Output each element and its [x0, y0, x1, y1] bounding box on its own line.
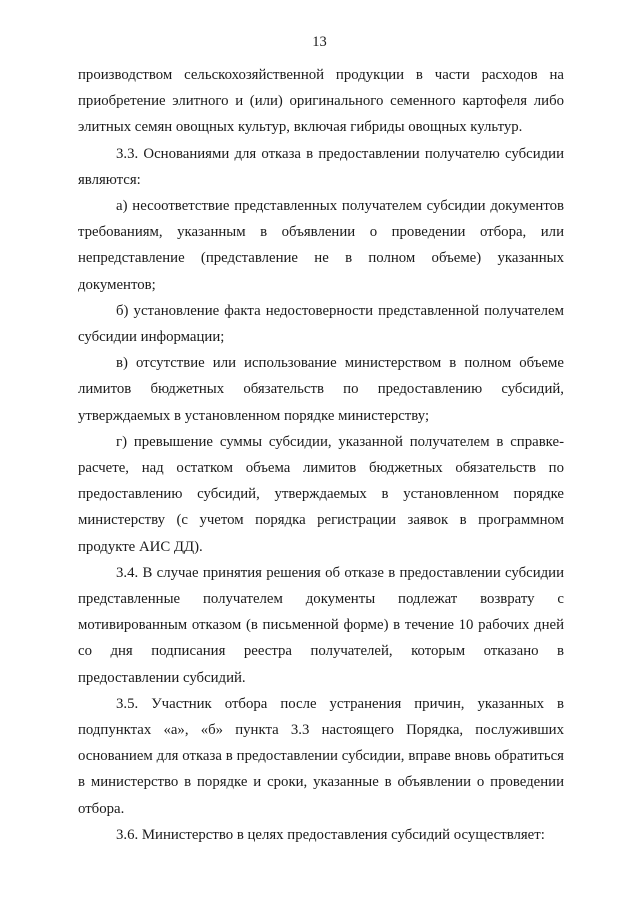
document-body — [78, 62, 564, 848]
paragraph-3-5: 3.5. Участник отбора после устранения причин, указанных в подпунктах «а», «б» пункта 3.3 настоящего Порядка, послуживших основанием для отказа в предоставлении субсидии, вправе вновь обратиться в министерство в порядке и сроки, указанные в объявлении о проведении отбора. — [78, 695, 564, 817]
paragraph-3-6: 3.6. Министерство в целях предоставления субсидий осуществляет: — [116, 826, 545, 843]
paragraph-continuation: производством сельскохозяйственной продукции в части расходов на приобретение элитного и (или) оригинального семенного картофеля либо элитных семян овощных культур, включая гибриды овощных культур. — [78, 67, 564, 136]
paragraph-3-3-b: б) установление факта недостоверности представленной получателем субсидии информации; — [78, 302, 564, 346]
paragraph-3-4: 3.4. В случае принятия решения об отказе в предоставлении субсидии представленные получателем документы подлежат возврату с мотивированным отказом (в письменной форме) в течение 10 рабочих дней со дня подписания реестра получателей, которым отказано в предоставлении субсидий. — [78, 564, 564, 686]
paragraph-3-3-a: а) несоответствие представленных получателем субсидии документов требованиям, указанным в объявлении о проведении отбора, или непредставление (представление не в полном объеме) указанных документов; — [78, 198, 564, 293]
paragraph-3-3-v: в) отсутствие или использование министерством в полном объеме лимитов бюджетных обязательств по предоставлению субсидий, утверждаемых в установленном порядке министерству; — [78, 355, 564, 424]
paragraph-3-3: 3.3. Основаниями для отказа в предоставлении получателю субсидии являются: — [78, 145, 564, 188]
page-number: 13 — [312, 34, 327, 50]
paragraph-3-3-g: г) превышение суммы субсидии, указанной получателем в справке-расчете, над остатком объема лимитов бюджетных обязательств по предоставлению субсидий, утверждаемых в установленном порядке министерству (с учетом порядка регистрации заявок в программном продукте АИС ДД). — [78, 433, 564, 555]
